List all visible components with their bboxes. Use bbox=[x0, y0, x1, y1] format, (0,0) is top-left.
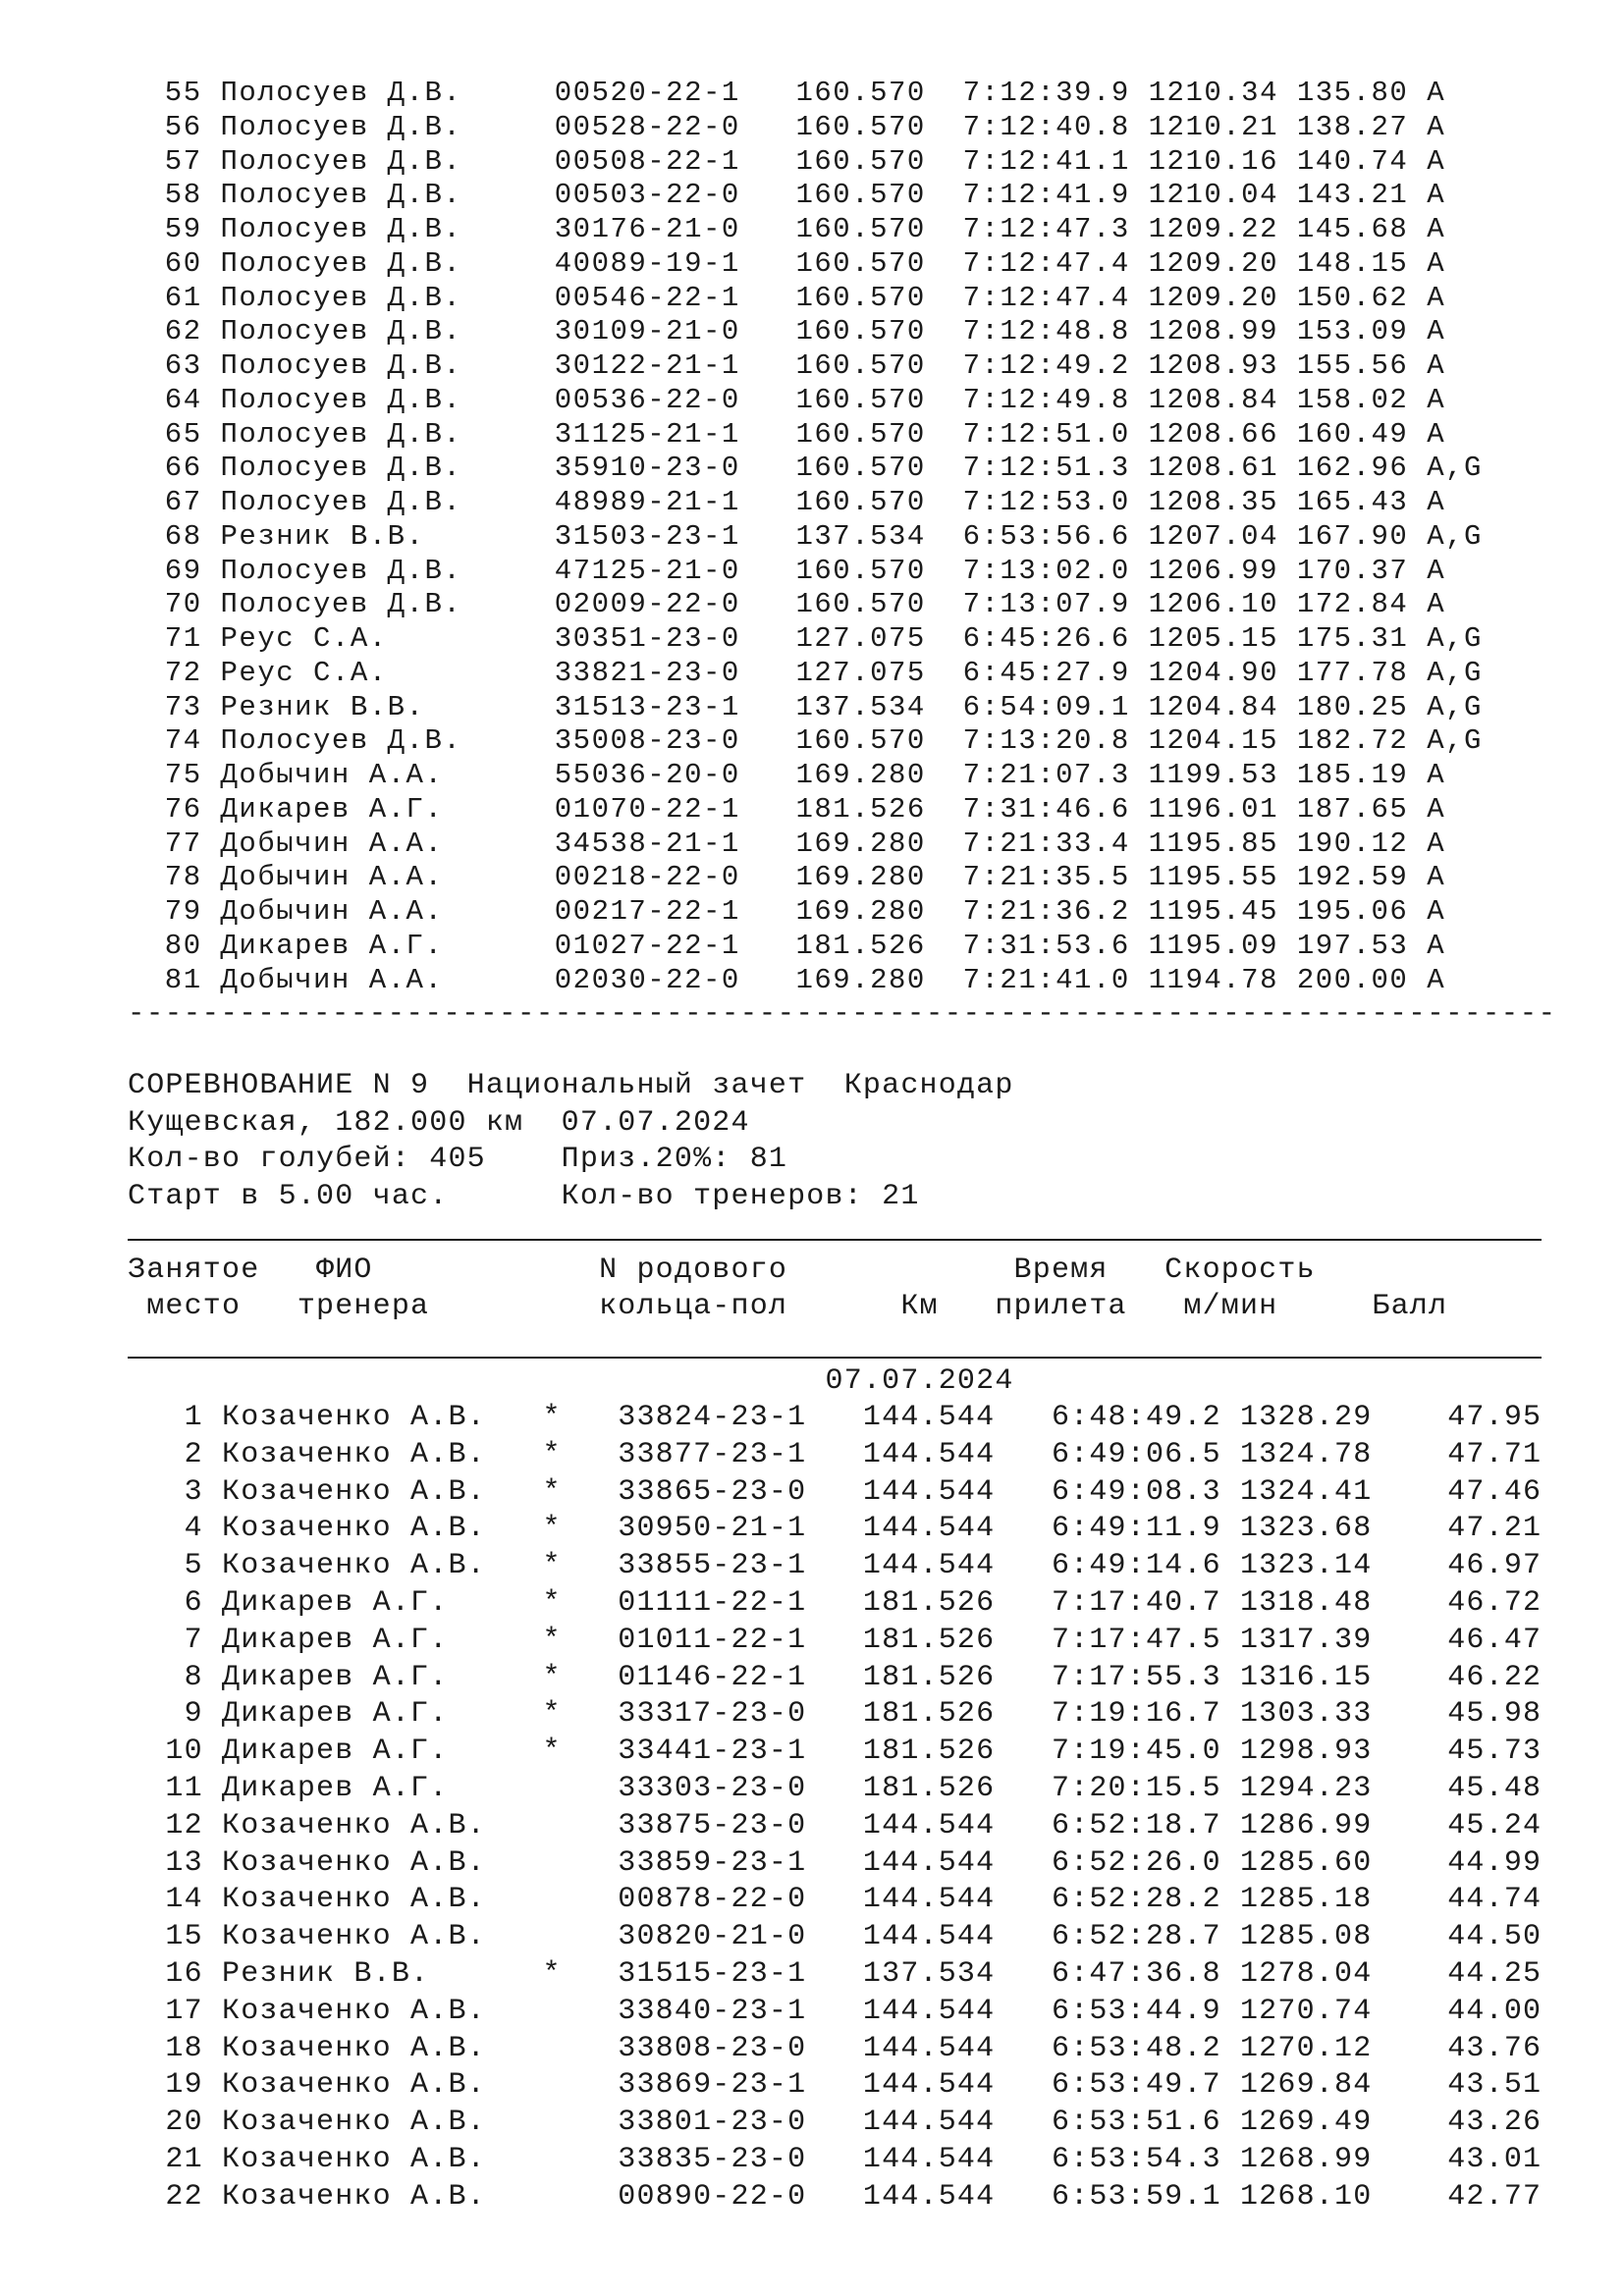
date-row: 07.07.2024 bbox=[128, 1364, 1014, 1398]
table-row: 68 Резник В.В. 31503-23-1 137.534 6:53:56.6 1207.04 167.90 A,G bbox=[128, 519, 1483, 553]
table-row: 56 Полосуев Д.В. 00528-22-0 160.570 7:12:40.8 1210.21 138.27 A bbox=[128, 110, 1446, 143]
column-header-line-1: Занятое ФИО N родового Время Скорость bbox=[128, 1254, 1316, 1287]
table-row: 10 Дикарев А.Г. * 33441-23-1 181.526 7:19:45.0 1298.93 45.73 bbox=[128, 1735, 1543, 1769]
table-row: 70 Полосуев Д.В. 02009-22-0 160.570 7:13:07.9 1206.10 172.84 A bbox=[128, 588, 1446, 621]
table-row: 60 Полосуев Д.В. 40089-19-1 160.570 7:12:47.4 1209.20 148.15 A bbox=[128, 246, 1446, 280]
column-header-line-2: место тренера кольца-пол Км прилета м/мин Балл bbox=[128, 1290, 1448, 1323]
table-row: 19 Козаченко А.В. 33869-23-1 144.544 6:53:49.7 1269.84 43.51 bbox=[128, 2068, 1543, 2103]
previous-results-table bbox=[128, 77, 1483, 997]
table-row: 76 Дикарев А.Г. 01070-22-1 181.526 7:31:46.6 1196.01 187.65 A bbox=[128, 792, 1446, 826]
table-row: 13 Козаченко А.В. 33859-23-1 144.544 6:52:26.0 1285.60 44.99 bbox=[128, 1845, 1543, 1880]
table-row: 55 Полосуев Д.В. 00520-22-1 160.570 7:12:39.9 1210.34 135.80 A bbox=[128, 77, 1446, 109]
table-row: 20 Козаченко А.В. 33801-23-0 144.544 6:53:51.6 1269.49 43.26 bbox=[128, 2106, 1543, 2140]
table-row: 9 Дикарев А.Г. * 33317-23-0 181.526 7:19:16.7 1303.33 45.98 bbox=[128, 1697, 1543, 1732]
table-row: 3 Козаченко А.В. * 33865-23-0 144.544 6:49:08.3 1324.41 47.46 bbox=[128, 1474, 1543, 1509]
header-bottom-rule bbox=[128, 1357, 1542, 1359]
table-row: 14 Козаченко А.В. 00878-22-0 144.544 6:52:28.2 1285.18 44.74 bbox=[128, 1883, 1543, 1917]
table-row: 71 Реус С.А. 30351-23-0 127.075 6:45:26.6 1205.15 175.31 A,G bbox=[128, 622, 1483, 655]
table-row: 77 Добычин А.А. 34538-21-1 169.280 7:21:33.4 1195.85 190.12 A bbox=[128, 827, 1446, 860]
table-row: 72 Реус С.А. 33821-23-0 127.075 6:45:27.9 1204.90 177.78 A,G bbox=[128, 656, 1483, 689]
table-row: 57 Полосуев Д.В. 00508-22-1 160.570 7:12:41.1 1210.16 140.74 A bbox=[128, 144, 1446, 178]
table-row: 69 Полосуев Д.В. 47125-21-0 160.570 7:13:02.0 1206.99 170.37 A bbox=[128, 554, 1446, 587]
table-row: 74 Полосуев Д.В. 35008-23-0 160.570 7:13:20.8 1204.15 182.72 A,G bbox=[128, 724, 1483, 758]
table-row: 80 Дикарев А.Г. 01027-22-1 181.526 7:31:53.6 1195.09 197.53 A bbox=[128, 929, 1446, 962]
table-row: 5 Козаченко А.В. * 33855-23-1 144.544 6:49:14.6 1323.14 46.97 bbox=[128, 1549, 1543, 1583]
table-row: 18 Козаченко А.В. 33808-23-0 144.544 6:53:48.2 1270.12 43.76 bbox=[128, 2031, 1543, 2065]
table-row: 63 Полосуев Д.В. 30122-21-1 160.570 7:12:49.2 1208.93 155.56 A bbox=[128, 349, 1446, 382]
column-headers bbox=[128, 1253, 1447, 1325]
table-row: 2 Козаченко А.В. * 33877-23-1 144.544 6:49:06.5 1324.78 47.71 bbox=[128, 1437, 1543, 1471]
competition-location: Кущевская, 182.000 км 07.07.2024 bbox=[128, 1105, 750, 1140]
results-table bbox=[128, 1400, 1542, 2216]
table-row: 73 Резник В.В. 31513-23-1 137.534 6:54:09.1 1204.84 180.25 A,G bbox=[128, 690, 1483, 723]
table-row: 61 Полосуев Д.В. 00546-22-1 160.570 7:12:47.4 1209.20 150.62 A bbox=[128, 281, 1446, 314]
table-row: 8 Дикарев А.Г. * 01146-22-1 181.526 7:17:55.3 1316.15 46.22 bbox=[128, 1660, 1543, 1694]
table-row: 16 Резник В.В. * 31515-23-1 137.534 6:47:36.8 1278.04 44.25 bbox=[128, 1956, 1543, 1991]
competition-birds: Кол-во голубей: 405 Приз.20%: 81 bbox=[128, 1143, 788, 1176]
competition-header bbox=[128, 1068, 1014, 1215]
table-row: 22 Козаченко А.В. 00890-22-0 144.544 6:53:59.1 1268.10 42.77 bbox=[128, 2179, 1543, 2214]
table-row: 7 Дикарев А.Г. * 01011-22-1 181.526 7:17:47.5 1317.39 46.47 bbox=[128, 1623, 1543, 1657]
table-row: 64 Полосуев Д.В. 00536-22-0 160.570 7:12:49.8 1208.84 158.02 A bbox=[128, 383, 1446, 416]
table-row: 6 Дикарев А.Г. * 01111-22-1 181.526 7:17:40.7 1318.48 46.72 bbox=[128, 1585, 1543, 1620]
competition-title: СОРЕВНОВАНИЕ N 9 Национальный зачет Краснодар bbox=[128, 1069, 1014, 1102]
table-row: 58 Полосуев Д.В. 00503-22-0 160.570 7:12:41.9 1210.04 143.21 A bbox=[128, 179, 1446, 212]
table-row: 62 Полосуев Д.В. 30109-21-0 160.570 7:12:48.8 1208.99 153.09 A bbox=[128, 315, 1446, 348]
table-row: 65 Полосуев Д.В. 31125-21-1 160.570 7:12:51.0 1208.66 160.49 A bbox=[128, 417, 1446, 451]
table-row: 4 Козаченко А.В. * 30950-21-1 144.544 6:49:11.9 1323.68 47.21 bbox=[128, 1512, 1543, 1546]
table-row: 21 Козаченко А.В. 33835-23-0 144.544 6:53:54.3 1268.99 43.01 bbox=[128, 2142, 1543, 2176]
table-row: 59 Полосуев Д.В. 30176-21-0 160.570 7:12:47.3 1209.22 145.68 A bbox=[128, 213, 1446, 245]
header-top-rule bbox=[128, 1239, 1542, 1241]
table-row: 12 Козаченко А.В. 33875-23-0 144.544 6:52:18.7 1286.99 45.24 bbox=[128, 1808, 1543, 1842]
section-separator: ----------------------------------------------------------------------------- bbox=[128, 997, 1557, 1030]
table-row: 67 Полосуев Д.В. 48989-21-1 160.570 7:12:53.0 1208.35 165.43 A bbox=[128, 486, 1446, 518]
table-row: 66 Полосуев Д.В. 35910-23-0 160.570 7:12:51.3 1208.61 162.96 A,G bbox=[128, 452, 1483, 485]
table-row: 79 Добычин А.А. 00217-22-1 169.280 7:21:36.2 1195.45 195.06 A bbox=[128, 895, 1446, 928]
table-row: 11 Дикарев А.Г. 33303-23-0 181.526 7:20:15.5 1294.23 45.48 bbox=[128, 1771, 1543, 1805]
table-row: 15 Козаченко А.В. 30820-21-0 144.544 6:52:28.7 1285.08 44.50 bbox=[128, 1920, 1543, 1954]
table-row: 17 Козаченко А.В. 33840-23-1 144.544 6:53:44.9 1270.74 44.00 bbox=[128, 1994, 1543, 2028]
table-row: 1 Козаченко А.В. * 33824-23-1 144.544 6:48:49.2 1328.29 47.95 bbox=[128, 1401, 1543, 1434]
competition-start: Старт в 5.00 час. Кол-во тренеров: 21 bbox=[128, 1179, 920, 1213]
table-row: 81 Добычин А.А. 02030-22-0 169.280 7:21:41.0 1194.78 200.00 A bbox=[128, 963, 1446, 996]
table-row: 75 Добычин А.А. 55036-20-0 169.280 7:21:07.3 1199.53 185.19 A bbox=[128, 759, 1446, 791]
table-row: 78 Добычин А.А. 00218-22-0 169.280 7:21:35.5 1195.55 192.59 A bbox=[128, 861, 1446, 894]
